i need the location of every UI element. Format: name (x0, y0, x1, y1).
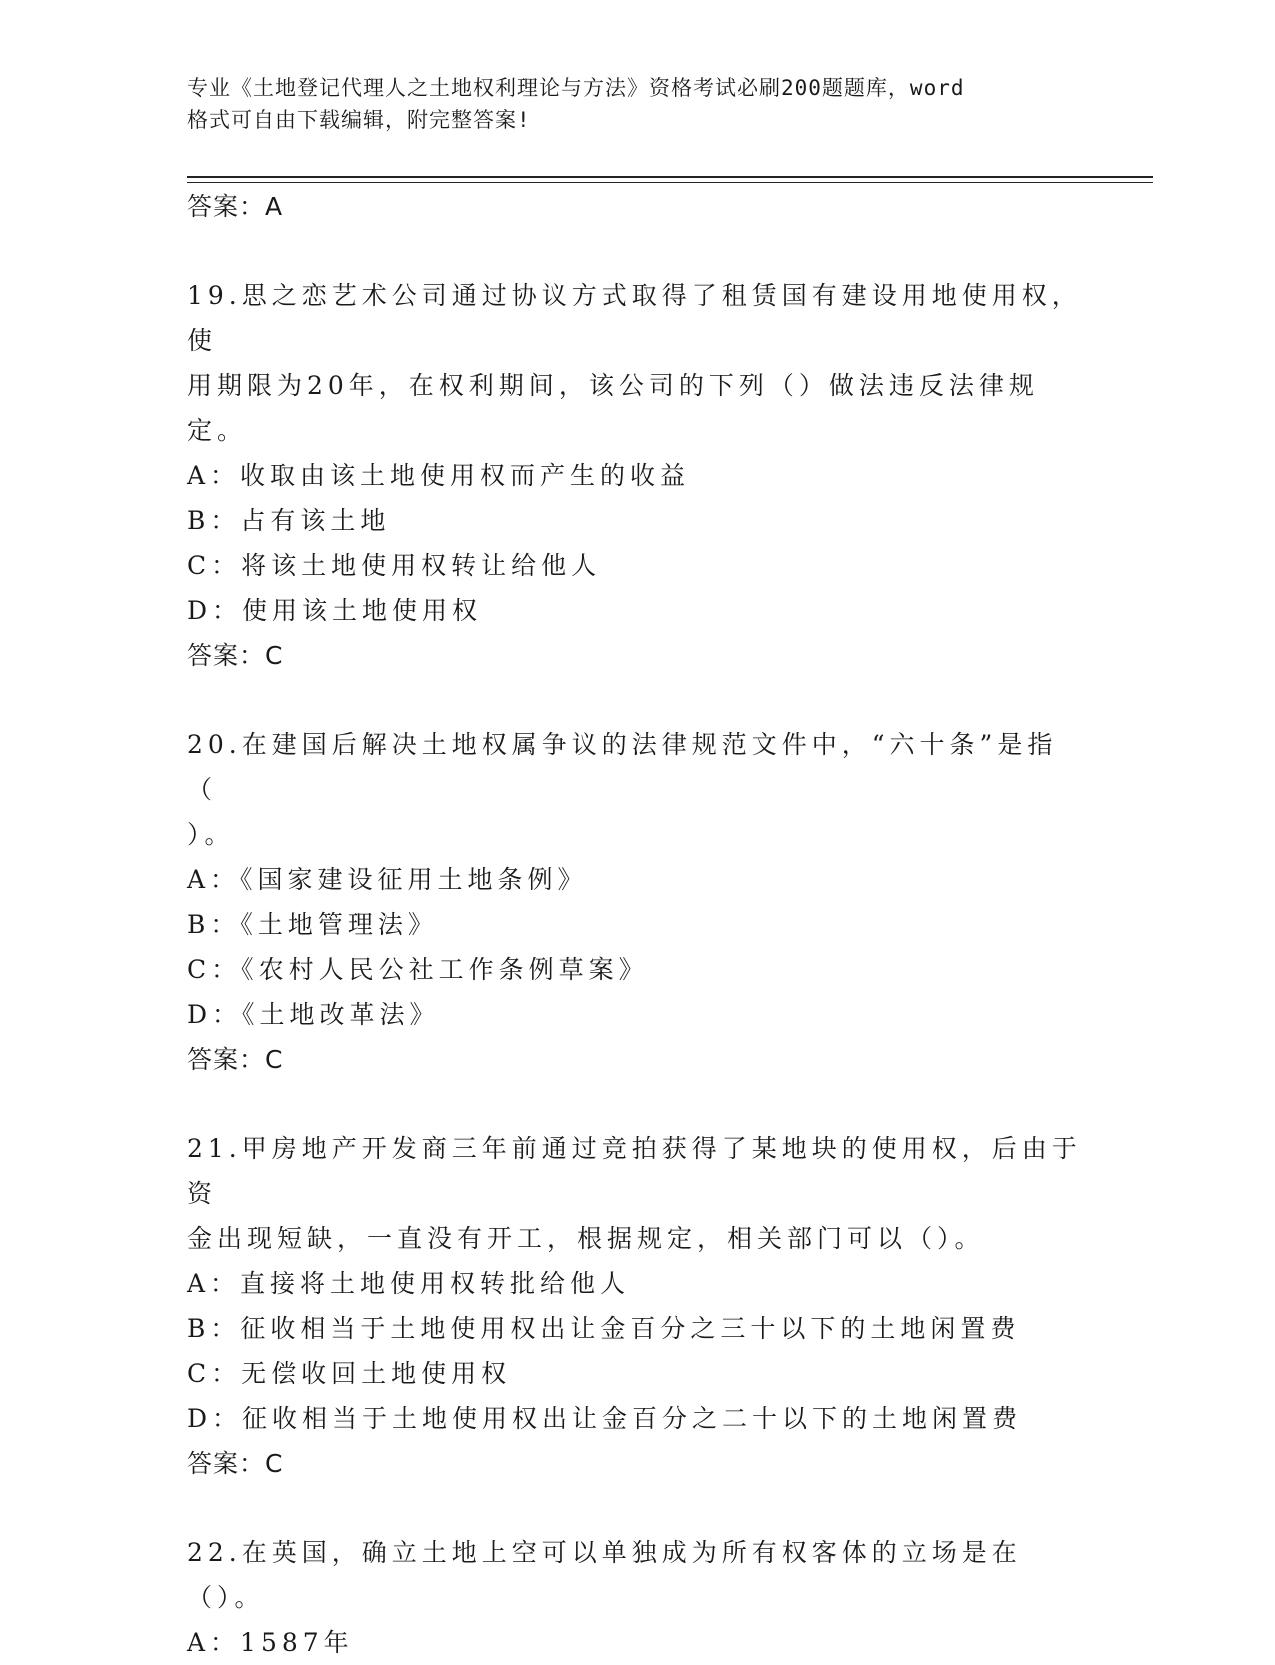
option-a: A：1587年 (187, 1628, 354, 1657)
spacer (187, 1486, 1087, 1530)
option-b: B：占有该土地 (187, 506, 391, 535)
option-c: C：将该土地使用权转让给他人 (187, 551, 602, 580)
option-d: D：征收相当于土地使用权出让金百分之二十以下的土地闲置费 (187, 1404, 1023, 1433)
question-text: 20.在建国后解决土地权属争议的法律规范文件中，“六十条”是指（ (187, 730, 1058, 804)
answer-line: 答案：C (187, 1045, 284, 1074)
option-d: D：使用该土地使用权 (187, 596, 483, 625)
spacer (187, 1082, 1087, 1126)
option-c: C：《农村人民公社工作条例草案》 (187, 955, 649, 984)
header-divider-thin (187, 182, 1153, 183)
option-a: A：收取由该土地使用权而产生的收益 (187, 461, 691, 490)
answer-line: 答案：C (187, 641, 284, 670)
question-text: 22.在英国，确立土地上空可以单独成为所有权客体的立场是在（）。 (187, 1538, 1022, 1612)
question-text: 19.思之恋艺术公司通过协议方式取得了租赁国有建设用地使用权，使 (187, 281, 1082, 355)
question-text: 用期限为20年，在权利期间，该公司的下列（）做法违反法律规定。 (187, 371, 1039, 445)
option-d: D：《土地改革法》 (187, 1000, 440, 1029)
question-20 (187, 722, 1087, 1082)
option-a: A：《国家建设征用土地条例》 (187, 865, 588, 894)
answer-line: 答案：C (187, 1449, 284, 1478)
spacer (187, 678, 1087, 722)
document-header (187, 72, 1067, 136)
option-a: A：直接将土地使用权转批给他人 (187, 1269, 631, 1298)
question-list (187, 186, 1087, 1665)
option-b: B：《土地管理法》 (187, 910, 438, 939)
header-divider-thick (187, 176, 1153, 178)
question-text: 21.甲房地产开发商三年前通过竞拍获得了某地块的使用权，后由于资 (187, 1134, 1082, 1208)
question-19 (187, 273, 1087, 678)
answer-line: 答案：A (187, 192, 284, 221)
question-22 (187, 1530, 1087, 1665)
question-text: 金出现短缺，一直没有开工，根据规定，相关部门可以（）。 (187, 1224, 985, 1253)
option-b: B：征收相当于土地使用权出让金百分之三十以下的土地闲置费 (187, 1314, 1021, 1343)
header-line-1: 专业《土地登记代理人之土地权利理论与方法》资格考试必刷200题题库，word (187, 76, 965, 100)
header-line-2: 格式可自由下载编辑，附完整答案! (187, 108, 531, 132)
spacer (187, 229, 1087, 273)
option-c: C：无偿收回土地使用权 (187, 1359, 512, 1388)
question-21 (187, 1126, 1087, 1486)
question-text: ）。 (187, 820, 235, 849)
